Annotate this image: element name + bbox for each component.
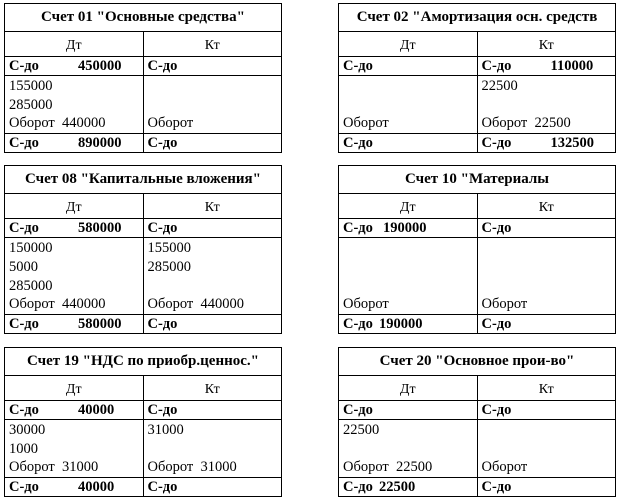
closing-debit-value: 890000 xyxy=(78,135,122,151)
turnover-label: Оборот xyxy=(481,115,528,131)
debit-credit-header xyxy=(5,194,281,218)
account-title-bar xyxy=(5,348,281,376)
entries-area xyxy=(339,237,615,314)
credit-entries xyxy=(143,420,282,477)
entries-area xyxy=(339,419,615,477)
opening-credit-cell xyxy=(477,401,616,419)
turnover-label: Оборот xyxy=(9,115,55,131)
account-title-bar xyxy=(339,348,615,376)
closing-debit-value: 190000 xyxy=(379,316,423,332)
closing-debit-cell xyxy=(5,478,143,496)
turnover-label: Оборот xyxy=(481,296,528,312)
turnover-value: 22500 xyxy=(396,459,433,475)
entry-amount: 22500 xyxy=(343,422,380,438)
balance-label: С-до xyxy=(9,316,39,332)
turnover-label: Оборот xyxy=(147,296,194,312)
credit-turnover xyxy=(482,114,571,133)
account-title-bar xyxy=(5,166,281,194)
balance-label: С-до xyxy=(481,58,512,74)
balance-label: С-до xyxy=(343,316,373,332)
account-card xyxy=(4,165,282,334)
closing-debit-value: 40000 xyxy=(78,479,115,495)
credit-header: Кт xyxy=(143,32,282,56)
account-card xyxy=(338,347,616,497)
closing-balance-row xyxy=(339,314,615,333)
entry-amount: 285000 xyxy=(147,259,191,275)
debit-credit-header xyxy=(5,376,281,400)
balance-label: С-до xyxy=(9,402,39,418)
account-title-bar xyxy=(5,4,281,32)
entry-amount: 5000 xyxy=(9,259,38,275)
opening-credit-value: 110000 xyxy=(550,58,594,74)
opening-debit-cell xyxy=(339,219,477,237)
opening-credit-cell xyxy=(143,401,282,419)
turnover-label: Оборот xyxy=(343,459,389,475)
debit-credit-header xyxy=(339,32,615,56)
closing-balance-row xyxy=(339,133,615,152)
turnover-label: Оборот xyxy=(147,115,194,131)
entry-amount: 31000 xyxy=(147,422,184,438)
turnover-value: 440000 xyxy=(62,115,106,131)
balance-label: С-до xyxy=(147,58,178,74)
credit-header: Кт xyxy=(477,32,616,56)
opening-balance-row xyxy=(5,400,281,419)
closing-debit-value: 22500 xyxy=(379,479,416,495)
credit-header: Кт xyxy=(477,376,616,400)
balance-label: С-до xyxy=(481,479,512,495)
debit-header: Дт xyxy=(65,382,82,397)
closing-debit-value: 580000 xyxy=(78,316,122,332)
credit-turnover xyxy=(148,295,245,314)
opening-debit-cell xyxy=(339,57,477,75)
balance-label: С-до xyxy=(147,402,178,418)
balance-label: С-до xyxy=(9,58,39,74)
entry-amount: 1000 xyxy=(9,441,38,457)
closing-balance-row xyxy=(5,477,281,496)
opening-debit-cell xyxy=(339,401,477,419)
balance-label: С-до xyxy=(147,220,178,236)
account-title: Счет 19 "НДС по приобр.ценнос." xyxy=(27,353,259,369)
credit-turnover xyxy=(482,295,528,314)
opening-debit-value: 190000 xyxy=(383,220,427,236)
debit-credit-header xyxy=(339,376,615,400)
closing-debit-cell xyxy=(5,134,143,152)
opening-debit-cell xyxy=(5,57,143,75)
turnover-label: Оборот xyxy=(481,459,528,475)
balance-label: С-до xyxy=(9,479,39,495)
turnover-label: Оборот xyxy=(147,459,194,475)
account-card xyxy=(338,3,616,153)
turnover-value: 31000 xyxy=(200,459,237,475)
balance-label: С-до xyxy=(343,135,373,151)
credit-turnover xyxy=(482,458,528,477)
credit-header: Кт xyxy=(143,194,282,218)
opening-debit-value: 450000 xyxy=(78,58,122,74)
entry-amount: 30000 xyxy=(9,422,46,438)
account-title: Счет 08 "Капитальные вложения" xyxy=(24,171,261,187)
account-title: Счет 20 "Основное прои-во" xyxy=(379,353,575,369)
entries-area xyxy=(5,419,281,477)
account-title: Счет 10 "Материалы xyxy=(405,171,549,187)
debit-entries xyxy=(339,238,477,314)
turnover-value: 440000 xyxy=(200,296,244,312)
balance-label: С-до xyxy=(343,58,373,74)
closing-debit-cell xyxy=(339,315,477,333)
opening-balance-row xyxy=(339,400,615,419)
debit-header: Дт xyxy=(399,382,416,397)
closing-balance-row xyxy=(5,314,281,333)
account-title-bar xyxy=(339,4,615,32)
debit-turnover xyxy=(9,295,106,314)
debit-header: Дт xyxy=(65,200,82,215)
turnover-label: Оборот xyxy=(343,115,389,131)
entry-amount: 285000 xyxy=(9,97,53,113)
debit-entries xyxy=(5,420,143,477)
account-card xyxy=(4,3,282,153)
turnover-label: Оборот xyxy=(343,296,389,312)
balance-label: С-до xyxy=(481,135,512,151)
credit-header: Кт xyxy=(143,376,282,400)
opening-debit-cell xyxy=(5,401,143,419)
balance-label: С-до xyxy=(481,220,512,236)
account-title: Счет 01 "Основные средства" xyxy=(41,9,245,25)
account-card xyxy=(4,347,282,497)
entries-area xyxy=(339,75,615,133)
debit-header: Дт xyxy=(399,38,416,53)
credit-turnover xyxy=(148,458,237,477)
turnover-value: 22500 xyxy=(534,115,571,131)
closing-balance-row xyxy=(5,133,281,152)
account-card xyxy=(338,165,616,334)
credit-header: Кт xyxy=(477,194,616,218)
balance-label: С-до xyxy=(9,220,39,236)
closing-debit-cell xyxy=(339,478,477,496)
credit-entries xyxy=(477,420,616,477)
closing-credit-cell xyxy=(143,134,282,152)
closing-debit-cell xyxy=(5,315,143,333)
closing-credit-cell xyxy=(477,134,616,152)
closing-credit-value: 132500 xyxy=(550,135,594,151)
credit-entries xyxy=(477,76,616,133)
closing-credit-cell xyxy=(143,478,282,496)
entry-amount: 150000 xyxy=(9,240,53,256)
opening-credit-cell xyxy=(143,219,282,237)
opening-balance-row xyxy=(339,218,615,237)
opening-balance-row xyxy=(5,218,281,237)
opening-balance-row xyxy=(339,56,615,75)
balance-label: С-до xyxy=(147,135,178,151)
turnover-label: Оборот xyxy=(9,296,55,312)
balance-label: С-до xyxy=(9,135,39,151)
credit-turnover xyxy=(148,114,194,133)
entries-area xyxy=(5,75,281,133)
debit-credit-header xyxy=(339,194,615,218)
opening-debit-cell xyxy=(5,219,143,237)
debit-turnover xyxy=(343,458,432,477)
debit-entries xyxy=(5,76,143,133)
debit-turnover xyxy=(9,114,106,133)
opening-credit-cell xyxy=(143,57,282,75)
closing-credit-cell xyxy=(143,315,282,333)
opening-debit-value: 580000 xyxy=(78,220,122,236)
closing-balance-row xyxy=(339,477,615,496)
debit-header: Дт xyxy=(65,38,82,53)
balance-label: С-до xyxy=(147,479,178,495)
balance-label: С-до xyxy=(481,402,512,418)
credit-entries xyxy=(143,238,282,314)
opening-credit-cell xyxy=(477,219,616,237)
account-title: Счет 02 "Амортизация осн. средств xyxy=(356,9,598,25)
debit-turnover xyxy=(9,458,98,477)
closing-credit-cell xyxy=(477,478,616,496)
opening-balance-row xyxy=(5,56,281,75)
entry-amount: 22500 xyxy=(481,78,518,94)
debit-entries xyxy=(339,76,477,133)
entry-amount: 155000 xyxy=(147,240,191,256)
debit-turnover xyxy=(343,295,389,314)
credit-entries xyxy=(477,238,616,314)
debit-credit-header xyxy=(5,32,281,56)
opening-credit-cell xyxy=(477,57,616,75)
opening-debit-value: 40000 xyxy=(78,402,115,418)
turnover-value: 31000 xyxy=(62,459,99,475)
debit-entries xyxy=(5,238,143,314)
account-title-bar xyxy=(339,166,615,194)
turnover-label: Оборот xyxy=(9,459,55,475)
debit-header: Дт xyxy=(399,200,416,215)
debit-turnover xyxy=(343,114,389,133)
entries-area xyxy=(5,237,281,314)
entry-amount: 285000 xyxy=(9,278,53,294)
credit-entries xyxy=(143,76,282,133)
balance-label: С-до xyxy=(343,220,373,236)
debit-entries xyxy=(339,420,477,477)
balance-label: С-до xyxy=(481,316,512,332)
balance-label: С-до xyxy=(147,316,178,332)
entry-amount: 155000 xyxy=(9,78,53,94)
balance-label: С-до xyxy=(343,479,373,495)
turnover-value: 440000 xyxy=(62,296,106,312)
closing-debit-cell xyxy=(339,134,477,152)
balance-label: С-до xyxy=(343,402,373,418)
closing-credit-cell xyxy=(477,315,616,333)
